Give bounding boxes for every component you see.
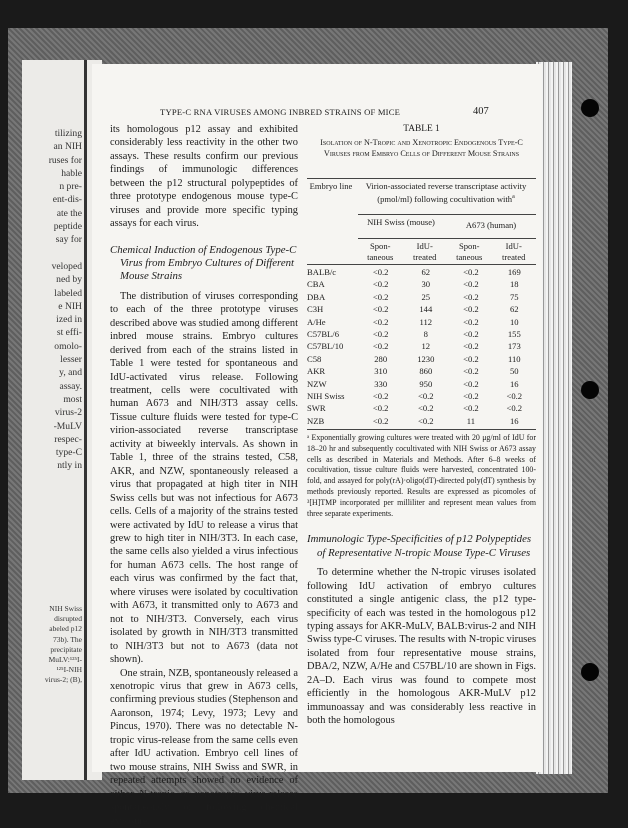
strain-cell: A/He	[307, 316, 326, 327]
value-cell: 310	[374, 366, 388, 377]
table-row	[307, 266, 536, 278]
strain-cell: BALB/c	[307, 267, 337, 277]
value-cell: 8	[423, 329, 428, 340]
value-cell: 25	[421, 291, 431, 302]
table-row	[307, 415, 536, 427]
table-rule	[307, 264, 536, 265]
fragment-line: ent-dis-	[52, 194, 82, 206]
strain-cell: AKR	[307, 366, 326, 377]
activity-header-text: Virion-associated reverse transcriptase activity (pmol/ml) following cocultivation with	[365, 181, 527, 204]
fragment-line: tilizing	[54, 128, 82, 139]
strain-cell: SWR	[307, 403, 326, 414]
value-cell: <0.2	[418, 391, 434, 402]
fragment-line: virus-2; (B),	[44, 675, 82, 685]
strain-cell: DBA	[307, 291, 326, 302]
value-cell: 860	[419, 366, 433, 377]
value-cell: <0.2	[372, 291, 389, 302]
value-cell: 169	[507, 267, 521, 277]
value-cell: 173	[507, 341, 521, 352]
fragment-line: y, and	[59, 367, 82, 379]
paragraph: The distribution of viruses corresponding to each of the three prototype viruses described above was studied among different inbred mouse strains. Embryo cultures derived from each of the strains listed in Table 1 were tested for spontaneous and IdU-activated virus release. Following treatment, cells were cocultivated with human A673 and NIH/3T3 assay cells. Tissue culture fluids were tested for type-C virion-associated reverse transcriptase activity at biweekly intervals. As shown in Table 1, three of the strains tested, C58, AKR, and NZW, spontaneously released a virus that propagated at high titer in NIH Swiss cells but was not infectious for A673 cells. Cells of a majority of the strains tested were activated by IdU to release a virus that grew to high titer in NIH/3T3. In each case, the same cells also yielded a virus infectious for human A673 cells. The host range of each virus was confirmed by the fact that, where viruses were isolated by cocultivation with A673, it transmitted only to A673 and not to NIH/3T3. Conversely, each virus isolated by growth in NIH/3T3 transmitted to NIH/3T3 but not to A673 (data not shown).	[110, 290, 298, 666]
fragment-line: ized in	[56, 314, 82, 326]
embryo-line-header: Embryo line	[309, 181, 353, 191]
value-cell: 75	[510, 291, 519, 302]
value-cell: 950	[419, 378, 433, 389]
value-cell: <0.2	[418, 403, 434, 414]
value-cell: <0.2	[463, 366, 479, 377]
section-heading: Immunologic Type-Specificities of p12 Polypeptides of Representative N-tropic Mouse Type-C Viruses	[307, 533, 532, 559]
table-row	[307, 378, 536, 390]
value-cell: 11	[466, 415, 476, 426]
value-cell: <0.2	[463, 329, 479, 340]
footnote-mark: a	[512, 193, 515, 200]
value-cell: 18	[510, 279, 519, 290]
value-cell: <0.2	[463, 378, 479, 389]
right-column	[307, 433, 536, 728]
value-cell: <0.2	[463, 391, 479, 402]
fragment-line: NIH Swiss	[49, 604, 82, 613]
value-cell: 1230	[417, 353, 435, 364]
left-column	[110, 123, 298, 828]
value-cell: 330	[374, 378, 388, 389]
fragment-line: type-C	[55, 447, 82, 459]
table-row	[307, 402, 536, 414]
fragment-line: most	[63, 393, 82, 405]
value-cell: <0.2	[372, 316, 389, 327]
strain-cell: C58	[307, 353, 322, 364]
section-heading: Chemical Induction of Endogenous Type-C Virus from Embryo Cultures of Different Mouse Strains	[110, 243, 297, 283]
value-cell: <0.2	[463, 279, 479, 290]
table-rule	[307, 429, 536, 430]
subheader-cell: Spon- taneous	[367, 241, 394, 262]
fragment-line: 73b). The	[52, 634, 82, 644]
value-cell: <0.2	[372, 329, 389, 340]
value-cell: <0.2	[372, 341, 389, 352]
value-cell: <0.2	[463, 267, 479, 277]
strain-cell: CBA	[307, 279, 325, 290]
value-cell: <0.2	[506, 391, 523, 402]
value-cell: <0.2	[463, 403, 479, 414]
value-cell: 10	[510, 316, 519, 327]
binding-shadow	[84, 60, 87, 780]
value-cell: <0.2	[372, 279, 389, 290]
table-row	[307, 340, 536, 352]
table-row	[307, 353, 536, 365]
fragment-line: lesser	[60, 354, 82, 366]
running-header: TYPE-C RNA VIRUSES AMONG INBRED STRAINS OF MICE	[160, 107, 401, 117]
punch-hole	[581, 99, 599, 117]
fragment-line: MuLV:¹²⁵I-	[48, 655, 82, 665]
value-cell: <0.2	[372, 267, 389, 277]
fragment-line: ntly in	[57, 460, 82, 472]
punch-hole	[581, 663, 599, 681]
value-cell: <0.2	[463, 316, 479, 327]
fragment-line	[22, 247, 82, 260]
fragment-line: e NIH	[58, 300, 82, 312]
strain-cell: C3H	[307, 304, 324, 315]
value-cell: 16	[510, 378, 519, 389]
table-title: TABLE 1	[403, 124, 440, 134]
table-row	[307, 328, 536, 340]
fragment-line: ned by	[56, 274, 82, 286]
fragment-line: labeled	[54, 287, 82, 299]
punch-hole	[581, 381, 599, 399]
value-cell: <0.2	[372, 304, 389, 315]
value-cell: <0.2	[372, 391, 389, 402]
paragraph: To determine whether the N-tropic viruses isolated following IdU activation of embryo cultures constituted a single antigenic class, the p12 type-specificity of each was tested in the homologous p12 typing assays for AKR-MuLV, BALB:virus-2 and NIH Swiss type-C viruses. The results with N-tropic viruses isolated from four representative mouse strains, DBA/2, NZW, A/He and C57BL/10 are shown in Figs. 2A–D. Each virus was found to compete most efficiently in the homologous AKR-MuLV p12 immunoassay and was considerably less reactive in both the homologous	[307, 567, 536, 727]
subheader-row	[358, 241, 536, 262]
value-cell: 144	[419, 304, 433, 315]
fragment-line: ¹²⁵I-NIH	[56, 665, 82, 675]
previous-page-caption	[22, 604, 82, 686]
fragment-line: say for	[55, 234, 82, 246]
data-table	[307, 266, 536, 427]
fragment-line: veloped	[51, 260, 82, 272]
fragment-line: assay.	[59, 380, 82, 392]
fragment-line: virus-2	[54, 407, 82, 419]
table-rule	[307, 178, 536, 179]
value-cell: 16	[510, 415, 519, 426]
value-cell: <0.2	[463, 341, 479, 352]
value-cell: 62	[421, 267, 431, 277]
strain-cell: NZW	[307, 378, 327, 389]
fragment-line: precipitate	[50, 644, 82, 654]
paragraph: One strain, NZB, spontaneously released a xenotropic virus that grew in A673 cells, confirming previous studies (Stephenson and Aaronson, 1974; Levy, 1973; Levy and Pincus, 1970). There was no detectable N-tropic virus-release from the same cells even after IdU activation. Embryo cell lines of two mouse strains, NIH Swiss and SWR, in repeated attempts showed no evidence of either N-tropic or xenotropic virus-release spontaneously or following chemical exposure.	[110, 667, 298, 827]
fragment-line: hable	[61, 167, 82, 179]
fragment-line: omolo-	[54, 340, 82, 352]
strain-cell: C57BL/10	[307, 341, 344, 352]
value-cell: <0.2	[372, 415, 389, 426]
table-row	[307, 278, 536, 290]
fragment-line: ate the	[56, 207, 82, 219]
value-cell: 112	[419, 316, 433, 327]
fragment-line: st effi-	[56, 327, 82, 339]
value-cell: <0.2	[463, 291, 479, 302]
activity-header	[358, 181, 534, 204]
fragment-line: disrupted	[54, 614, 82, 624]
value-cell: <0.2	[506, 403, 523, 414]
paragraph: its homologous p12 assay and exhibited considerably less reactivity in the other two assays. These results confirm our previous findings of immunologic differences between the p12 structural polypeptides of three prototype endogenous mouse type-C viruses and provide more specific typing assays for each virus.	[110, 124, 298, 230]
fragment-line: abeled p12	[49, 624, 82, 634]
page-number: 407	[473, 106, 489, 117]
fragment-line: peptide	[53, 221, 82, 233]
value-cell: 155	[507, 329, 521, 340]
value-cell: 50	[510, 366, 519, 377]
table-row	[307, 291, 536, 303]
strain-cell: C57BL/6	[307, 329, 339, 340]
table-footnote: ᵃ Exponentially growing cultures were treated with 20 μg/ml of IdU for 18–20 hr and subsequently cocultivated with NIH Swiss or A673 assay cells as described in Materials and Methods. After 6–8 weeks of cocultivation, tissue culture fluids were harvested, concentrated 100-fold, and assayed for poly(rA)·oligo(dT)-directed poly(dT) synthesis by methods previously reported. Results are expressed as picomoles of ³[H]TMP incorporated per milliliter and represent mean values from three separate experiments.	[307, 433, 536, 518]
table-caption: Isolation of N-Tropic and Xenotropic Endogenous Type-C Viruses from Embryo Cells of Different Mouse Strains	[320, 138, 523, 158]
fragment-line: respec-	[54, 433, 82, 445]
table-row	[307, 303, 536, 315]
table-row	[307, 390, 536, 402]
value-cell: <0.2	[418, 415, 434, 426]
subheader-cell: IdU- treated	[413, 241, 437, 262]
strain-cell: NIH Swiss	[307, 391, 345, 402]
previous-page-text	[22, 127, 82, 473]
fragment-line: -MuLV	[53, 420, 82, 432]
table-rule	[358, 214, 536, 215]
fragment-line: n pre-	[59, 181, 82, 193]
subheader-cell: Spon- taneous	[456, 241, 483, 262]
value-cell: 280	[374, 353, 388, 364]
fragment-line: ruses for	[48, 154, 82, 166]
value-cell: <0.2	[463, 304, 479, 315]
value-cell: 12	[421, 341, 431, 352]
group-nih-swiss: NIH Swiss (mouse)	[367, 217, 435, 227]
value-cell: 30	[421, 279, 431, 290]
table-row	[307, 365, 536, 377]
value-cell: 62	[510, 304, 519, 315]
strain-cell: NZB	[307, 415, 325, 426]
subheader-cell: IdU- treated	[502, 241, 526, 262]
group-a673: A673 (human)	[465, 220, 517, 230]
fragment-line: an NIH	[53, 141, 82, 153]
value-cell: 110	[508, 353, 521, 364]
table-rule	[358, 238, 536, 239]
value-cell: <0.2	[372, 403, 389, 414]
value-cell: <0.2	[463, 353, 479, 364]
table-row	[307, 316, 536, 328]
